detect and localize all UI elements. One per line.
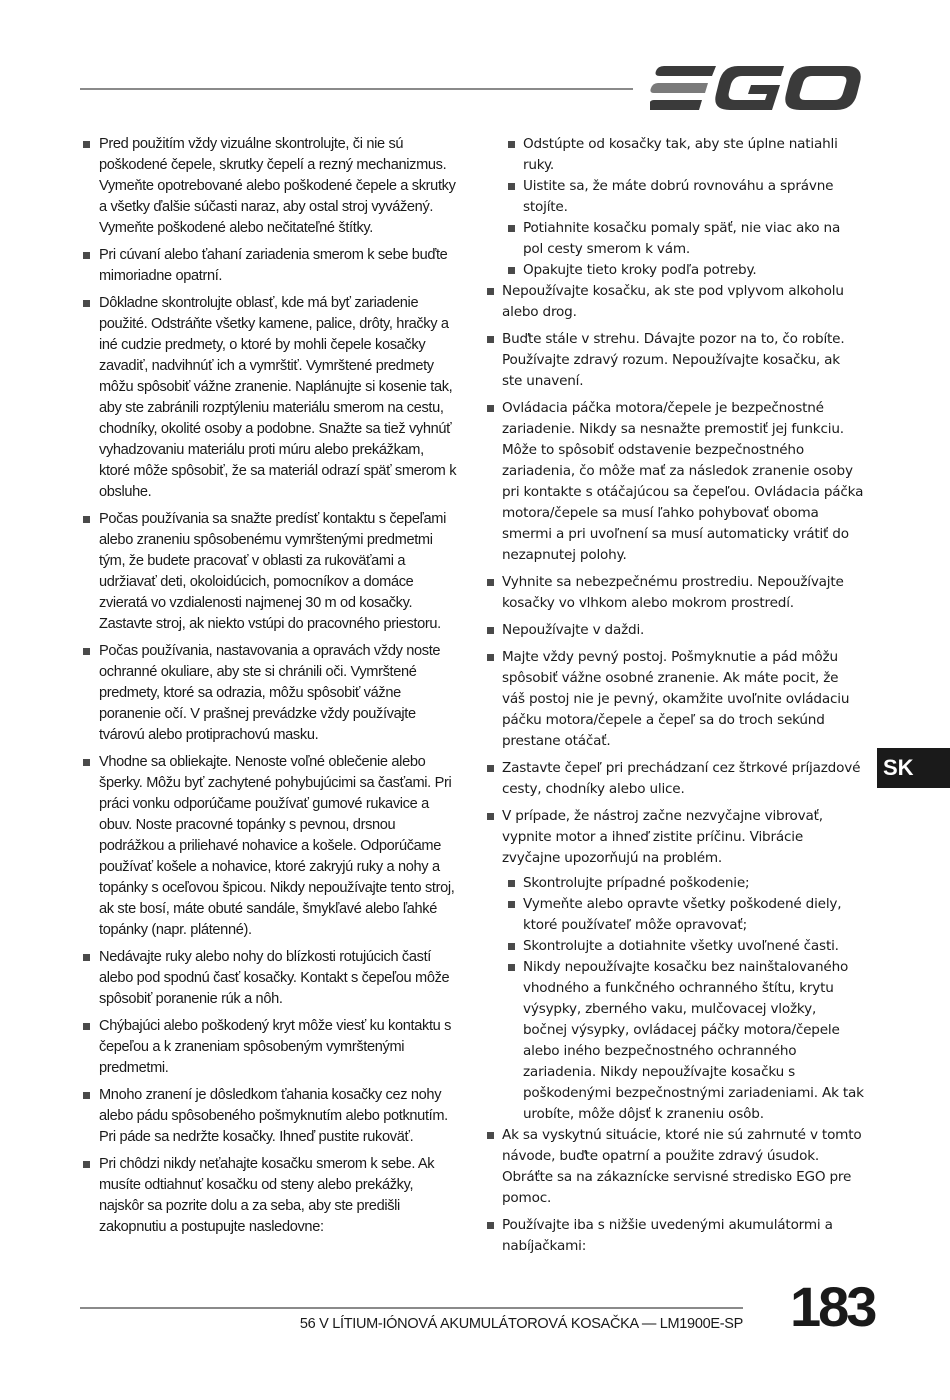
list-item: V prípade, že nástroj začne nezvyčajne vibrovať, vypnite motor a ihneď zistite príčinu. Vibrácie zvyčajne upozorňujú na problém.	[486, 806, 864, 869]
pull-steps-list	[507, 134, 864, 281]
language-tab: SK	[877, 748, 950, 788]
list-item: Chýbajúci alebo poškodený kryt môže viesť ku kontaktu s čepeľou a k zraneniam spôsobeným vymrštenými predmetmi.	[80, 1016, 458, 1079]
sub-list-item: Uistite sa, že máte dobrú rovnováhu a správne stojíte.	[507, 176, 864, 218]
sub-list-item: Potiahnite kosačku pomaly späť, nie viac ako na pol cesty smerom k vám.	[507, 218, 864, 260]
footer-title: 56 V LÍTIUM-IÓNOVÁ AKUMULÁTOROVÁ KOSAČKA — LM1900E-SP	[299, 1316, 743, 1332]
list-item: Pred použitím vždy vizuálne skontrolujte, či nie sú poškodené čepele, skrutky čepelí a rezný mechanizmus. Vymeňte opotrebované alebo poškodené čepele a skrutky a všetky ďalšie súčasti naraz, aby ostal stroj vyvážený. Vymeňte poškodené alebo nečitateľné štítky.	[80, 134, 458, 239]
sub-list-item: Opakujte tieto kroky podľa potreby.	[507, 260, 864, 281]
list-item: Vhodne sa obliekajte. Nenoste voľné oblečenie alebo šperky. Môžu byť zachytené pohybujúcimi sa časťami. Pri práci vonku odporúčame používať gumové rukavice a obuv. Noste pracovné topánky s pevnou, drsnou podrážkou a priliehavé nohavice a košele. Odporúčame používať košele a nohavice, ktoré zakryjú ruky a nohy a topánky s oceľovou špicou. Nikdy nepoužívajte tento stroj, ak ste bosí, máte obuté sandále, šmykľavé alebo ľahké topánky (napr. plátenné).	[80, 752, 458, 941]
ego-logo	[650, 64, 862, 112]
list-item: Vyhnite sa nebezpečnému prostrediu. Nepoužívajte kosačky vo vlhkom alebo mokrom prostredí.	[486, 572, 864, 614]
right-column	[486, 134, 864, 1263]
list-item: Pri cúvaní alebo ťahaní zariadenia smerom k sebe buďte mimoriadne opatrní.	[80, 245, 458, 287]
list-item: Pri chôdzi nikdy neťahajte kosačku smerom k sebe. Ak musíte odtiahnuť kosačku od steny alebo prekážky, najskôr sa pozrite dolu a za seba, aby ste predišli zakopnutiu a postupujte nasledovne:	[80, 1154, 458, 1238]
list-item: Ak sa vyskytnú situácie, ktoré nie sú zahrnuté v tomto návode, buďte opatrní a použite zdravý úsudok. Obráťte sa na zákaznícke servisné stredisko EGO pre pomoc.	[486, 1125, 864, 1209]
sub-list-item: Odstúpte od kosačky tak, aby ste úplne natiahli ruky.	[507, 134, 864, 176]
list-item: Dôkladne skontrolujte oblasť, kde má byť zariadenie použité. Odstráňte všetky kamene, palice, drôty, hračky a iné cudzie predmety, o ktoré by mohli čepele kosačky zavadiť, nadvihnúť ich a vymrštiť. Vymrštené predmety môžu spôsobiť vážne zranenie. Naplánujte si kosenie tak, aby ste zabránili rozptýleniu materiálu smerom na cestu, chodníky, okolité osoby a podobne. Snažte sa tiež vyhnúť vyhadzovaniu materiálu proti múru alebo prekážkam, ktoré môže spôsobiť, že sa materiál odrazí späť smerom k obsluhe.	[80, 293, 458, 503]
footer-rule	[80, 1307, 743, 1309]
list-item: Počas používania, nastavovania a opravách vždy noste ochranné okuliare, aby ste si chránili oči. Vymrštené predmety, ktoré sa odrazia, môžu spôsobiť vážne poranenie očí. V prašnej prevádzke vždy používajte tvárovú alebo protiprachovú masku.	[80, 641, 458, 746]
sub-list-item: Skontrolujte a dotiahnite všetky uvoľnené časti.	[507, 936, 864, 957]
vibration-checks-list	[507, 873, 864, 1125]
list-item: Nepoužívajte v daždi.	[486, 620, 864, 641]
sub-list-item: Vymeňte alebo opravte všetky poškodené diely, ktoré používateľ môže opravovať;	[507, 894, 864, 936]
page-number: 183	[790, 1275, 875, 1338]
sub-list-item: Nikdy nepoužívajte kosačku bez nainštalovaného vhodného a funkčného ochranného štítu, krytu výsypky, zberného vaku, mulčovacej vložky, bočnej výsypky, ovládacej páčky motora/čepele alebo iného bezpečnostného ochranného zariadenia. Nikdy nepoužívajte kosačku s poškodenými bezpečnostnými zariadeniami. Ak tak urobíte, môže dôjsť k zraneniu osôb.	[507, 957, 864, 1125]
list-item: Majte vždy pevný postoj. Pošmyknutie a pád môžu spôsobiť vážne osobné zranenie. Ak máte pocit, že váš postoj nie je pevný, okamžite uvoľnite ovládaciu páčku motora/čepele a čepeľ sa do troch sekúnd prestane otáčať.	[486, 647, 864, 752]
list-item: Nepoužívajte kosačku, ak ste pod vplyvom alkoholu alebo drog.	[486, 281, 864, 323]
list-item: Ovládacia páčka motora/čepele je bezpečnostné zariadenie. Nikdy sa nesnažte premostiť jej funkciu. Môže to spôsobiť odstavenie bezpečnostného zariadenia, čo môže mať za následok zranenie osoby pri kontakte s otáčajúcou sa čepeľou. Ovládacia páčka motora/čepele sa musí ľahko pohybovať oboma smermi a pri uvoľnení sa musí automaticky vrátiť do nezapnutej polohy.	[486, 398, 864, 566]
list-item: Nedávajte ruky alebo nohy do blízkosti rotujúcich častí alebo pod spodnú časť kosačky. Kontakt s čepeľou môže spôsobiť poranenie rúk a nôh.	[80, 947, 458, 1010]
list-item: Počas používania sa snažte predísť kontaktu s čepeľami alebo zraneniu spôsobenému vymrštenými predmetmi tým, že budete pracovať v oblasti za rukoväťami a udržiavať deti, okoloidúcich, pomocníkov a domáce zvieratá vo vzdialenosti najmenej 30 m od kosačky. Zastavte stroj, ak niekto vstúpi do pracovného priestoru.	[80, 509, 458, 635]
left-column	[80, 134, 458, 1244]
header-rule	[80, 88, 633, 90]
list-item: Zastavte čepeľ pri prechádzaní cez štrkové príjazdové cesty, chodníky alebo ulice.	[486, 758, 864, 800]
list-item: Používajte iba s nižšie uvedenými akumulátormi a nabíjačkami:	[486, 1215, 864, 1257]
list-item: Buďte stále v strehu. Dávajte pozor na to, čo robíte. Používajte zdravý rozum. Nepoužívajte kosačku, ak ste unavení.	[486, 329, 864, 392]
sub-list-item: Skontrolujte prípadné poškodenie;	[507, 873, 864, 894]
list-item: Mnoho zranení je dôsledkom ťahania kosačky cez nohy alebo pádu spôsobeného pošmyknutím alebo potknutím. Pri páde sa nedržte kosačky. Ihneď pustite rukoväť.	[80, 1085, 458, 1148]
